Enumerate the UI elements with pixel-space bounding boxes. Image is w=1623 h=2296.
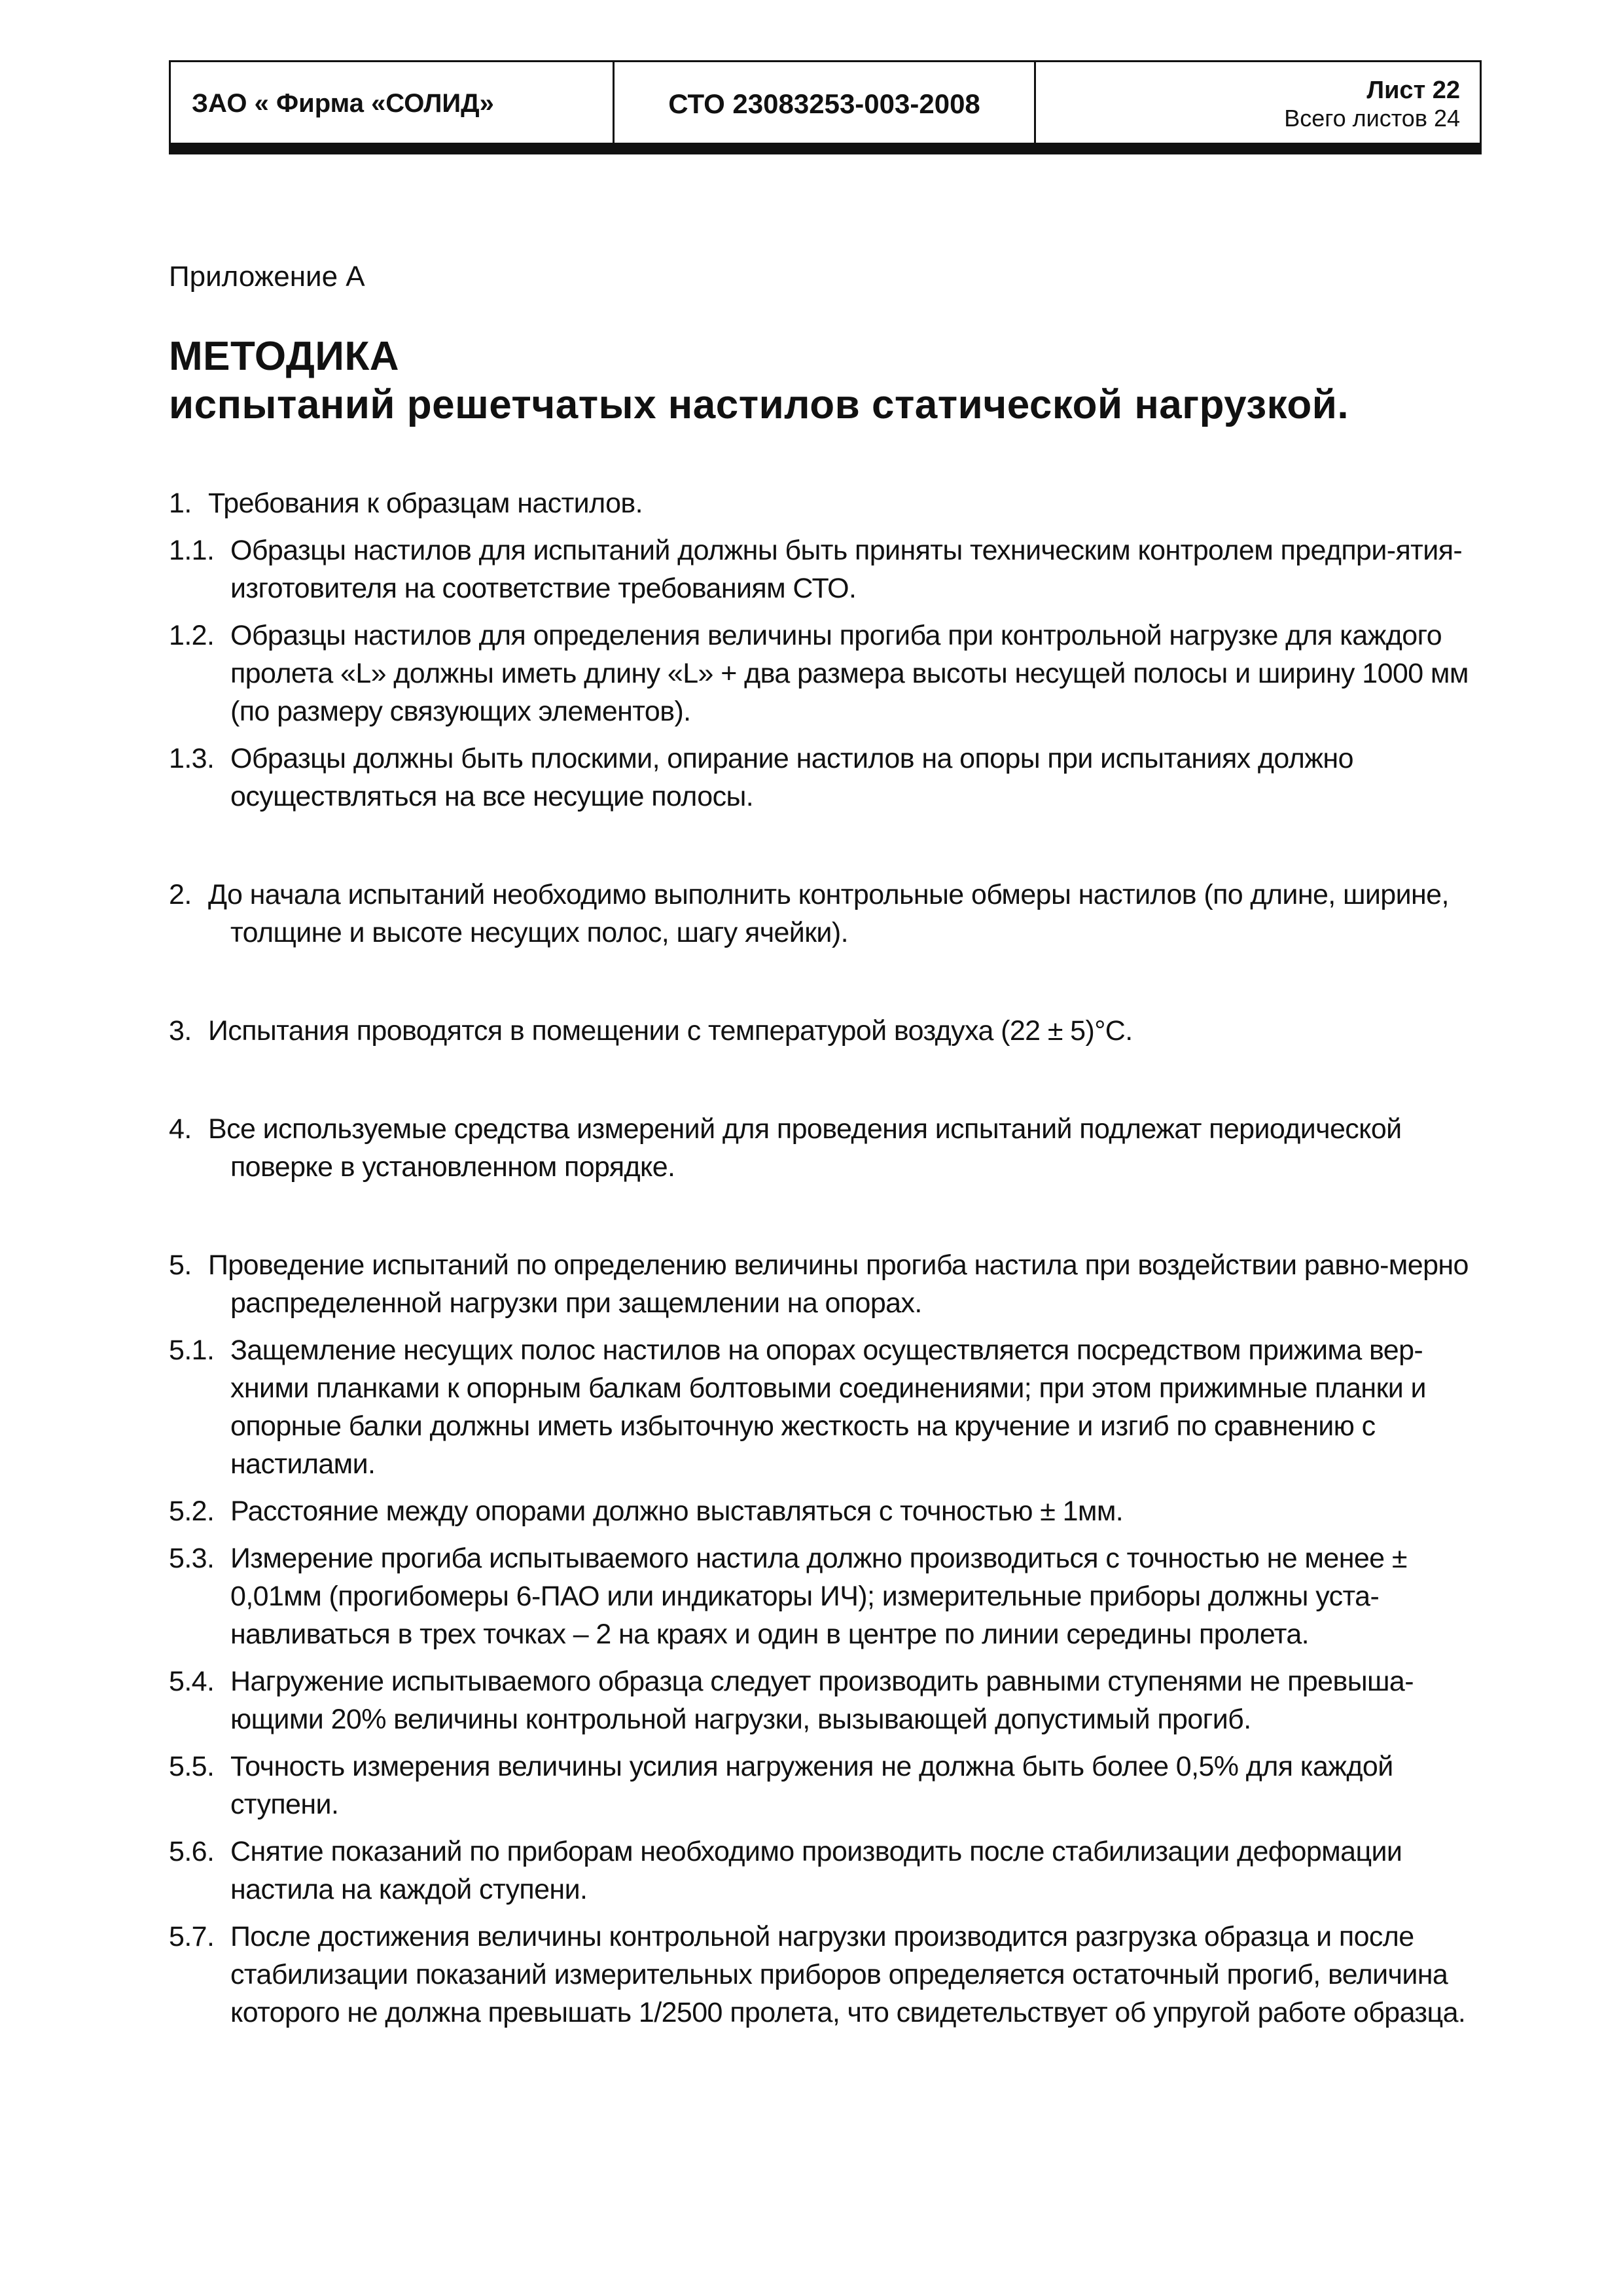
section-text: Точность измерения величины усилия нагружения не должна быть более 0,5% для каждой ступени. (230, 1751, 1393, 1820)
section-text: Образцы должны быть плоскими, опирание настилов на опоры при испытаниях должно осуществляться на все несущие полосы. (230, 743, 1353, 812)
section-text: До начала испытаний необходимо выполнить контрольные обмеры настилов (по длине, ширине, толщине и высоте несущих полос, шагу ячейки). (208, 879, 1449, 948)
section-5-2 (169, 1492, 1482, 1530)
section-number: 1.1. (169, 535, 215, 566)
document-body (169, 484, 1482, 2032)
section-5-1 (169, 1331, 1482, 1483)
section-number: 5.3. (169, 1543, 215, 1574)
section-text: Образцы настилов для определения величины прогиба при контрольной нагрузке для каждого пролета «L» должны иметь длину «L» + два размера высоты несущей полосы и ширину 1000 мм (по размеру связующих элементов). (230, 620, 1469, 727)
section-number: 5.4. (169, 1666, 215, 1697)
section-text: Измерение прогиба испытываемого настила должно производиться с точностью не менее ± 0,01мм (прогибомеры 6-ПАО или индикаторы ИЧ); измерительные приборы должны уста-навливаться в трех точках – 2 на краях и один в центре по линии середины пролета. (230, 1543, 1407, 1650)
section-text: Защемление несущих полос настилов на опорах осуществляется посредством прижима вер-хними планками к опорным балкам болтовыми соединениями; при этом прижимные планки и опорные балки должны иметь избыточную жесткость на кручение и изгиб по сравнению с настилами. (230, 1335, 1426, 1480)
section-text: Образцы настилов для испытаний должны быть приняты техническим контролем предпри-ятия-изготовителя на соответствие требованиям СТО. (230, 535, 1463, 604)
section-1-1 (169, 531, 1482, 607)
header-divider (169, 143, 1482, 154)
section-5-5 (169, 1748, 1482, 1823)
section-4 (169, 1110, 1482, 1186)
section-number: 5.1. (169, 1335, 215, 1366)
section-number: 3. (169, 1015, 192, 1047)
section-5-7 (169, 1918, 1482, 2032)
document-header (169, 60, 1482, 145)
section-text: Нагружение испытываемого образца следует производить равными ступенями не превыша-ющими 20% величины контрольной нагрузки, вызывающей допустимый прогиб. (230, 1666, 1414, 1735)
section-text: Все используемые средства измерений для проведения испытаний подлежат периодической поверке в установленном порядке. (208, 1113, 1402, 1183)
section-5-4 (169, 1662, 1482, 1738)
section-number: 1.2. (169, 620, 215, 651)
section-number: 1. (169, 488, 192, 519)
section-number: 5.5. (169, 1751, 215, 1782)
section-number: 5.7. (169, 1921, 215, 1952)
document-title (169, 332, 1349, 429)
title-line-1: МЕТОДИКА (169, 334, 400, 379)
section-text: Снятие показаний по приборам необходимо производить после стабилизации деформации настила на каждой ступени. (230, 1836, 1402, 1905)
section-text: Расстояние между опорами должно выставляться с точностью ± 1мм. (230, 1496, 1124, 1527)
company-name: ЗАО « Фирма «СОЛИД» (171, 62, 615, 145)
section-number: 2. (169, 879, 192, 910)
document-code: СТО 23083253-003-2008 (615, 62, 1036, 145)
section-number: 5.6. (169, 1836, 215, 1867)
section-number: 5. (169, 1249, 192, 1281)
section-5 (169, 1246, 1482, 1322)
section-text: Проведение испытаний по определению величины прогиба настила при воздействии равно-мерно распределенной нагрузки при защемлении на опорах. (208, 1249, 1469, 1319)
section-1-3 (169, 740, 1482, 816)
section-5-3 (169, 1539, 1482, 1653)
section-number: 5.2. (169, 1496, 215, 1527)
section-2 (169, 876, 1482, 952)
section-1-2 (169, 617, 1482, 730)
section-text: Требования к образцам настилов. (208, 488, 643, 519)
section-1 (169, 484, 1482, 522)
sheet-info (1036, 62, 1480, 145)
section-5-6 (169, 1833, 1482, 1909)
section-3 (169, 1012, 1482, 1050)
sheet-number: Лист 22 (1366, 76, 1460, 104)
title-line-2: испытаний решетчатых настилов статической нагрузкой. (169, 382, 1349, 427)
section-text: Испытания проводятся в помещении с температурой воздуха (22 ± 5)°С. (208, 1015, 1133, 1047)
section-text: После достижения величины контрольной нагрузки производится разгрузка образца и после стабилизации показаний измерительных приборов определяется остаточный прогиб, величина которого не должна превышать 1/2500 пролета, что свидетельствует об упругой работе образца. (230, 1921, 1466, 2028)
section-number: 4. (169, 1113, 192, 1145)
section-number: 1.3. (169, 743, 215, 774)
appendix-label: Приложение А (169, 260, 365, 293)
total-sheets: Всего листов 24 (1284, 104, 1460, 132)
